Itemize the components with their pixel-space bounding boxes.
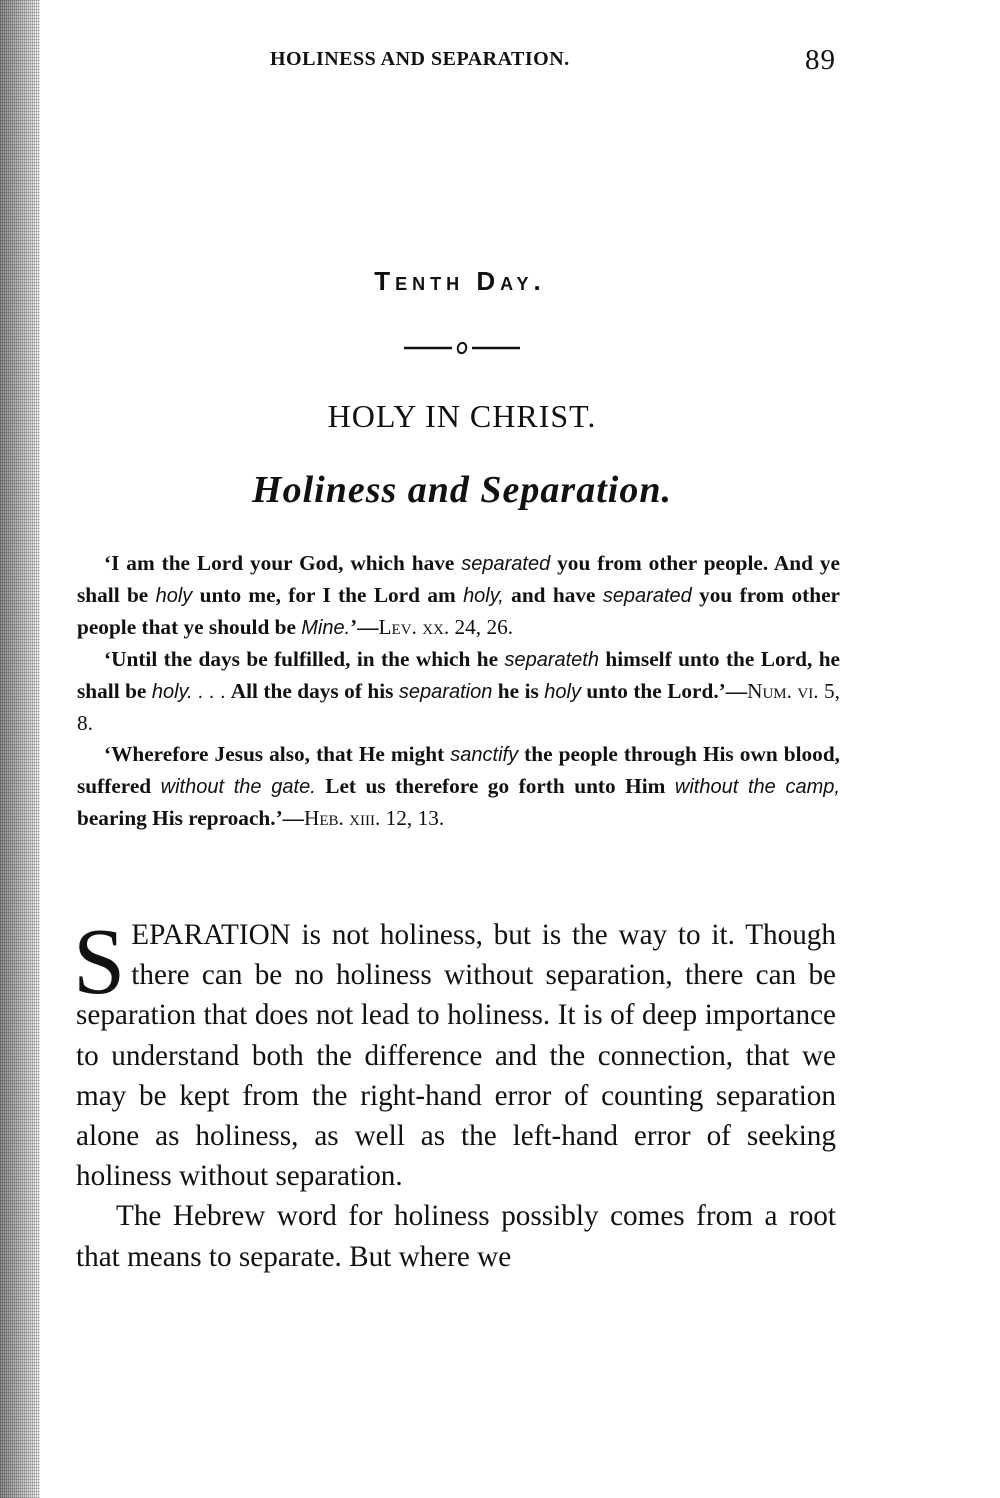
emphasis-text: without the camp, — [674, 776, 840, 798]
emphasis-text: sanctify — [450, 744, 519, 766]
emphasis-text: holy — [544, 681, 581, 703]
page-number: 89 — [805, 44, 836, 76]
emphasis-text: separated — [461, 553, 551, 575]
epigraph-text: unto the Lord.’— — [580, 679, 748, 703]
day-title: Tenth Day. — [374, 266, 546, 296]
emphasis-text: separated — [602, 585, 692, 607]
chapter-subtitle: Holiness and Separation. — [252, 469, 672, 511]
emphasis-text: separateth — [504, 649, 599, 671]
emphasis-text: holy — [155, 585, 193, 607]
scripture-reference: Heb. xiii. 12, 13. — [303, 806, 445, 830]
ornament-divider — [404, 336, 520, 358]
epigraph-text: and have — [503, 583, 603, 607]
epigraph-text: the people through His own blood, suffered — [77, 742, 840, 798]
epigraph-text: ’— — [350, 615, 379, 639]
emphasis-text: without the gate. — [160, 776, 316, 798]
epigraph-text: you from other people. And ye shall be — [77, 551, 841, 607]
epigraph-text: ‘Until the days be fulfilled, in the which he — [104, 647, 505, 671]
emphasis-text: holy. . . . — [151, 681, 227, 703]
chapter-title: HOLY IN CHRIST. — [327, 398, 597, 434]
epigraph-1 — [77, 548, 840, 644]
epigraph-text: you from other people that ye should be — [77, 583, 841, 639]
scripture-reference: Lev. xx. 24, 26. — [378, 615, 514, 639]
epigraph-text: he is — [492, 679, 545, 703]
epigraph-text: himself unto the Lord, he shall be — [77, 647, 840, 703]
paragraph-1 — [73, 910, 836, 1196]
epigraph-text: ‘Wherefore Jesus also, that He might — [104, 742, 451, 766]
epigraph-text: All the days of his — [226, 679, 399, 703]
first-word-rest: EPARATION — [131, 919, 291, 951]
epigraph-text: ‘I am the Lord your God, which have — [104, 551, 462, 575]
epigraph-2 — [77, 644, 840, 739]
paragraph-2: The Hebrew word for holiness possibly comes from a root that means to separate. But where we — [76, 1200, 836, 1273]
scripture-epigraphs — [77, 548, 840, 834]
emphasis-text: separation — [398, 681, 493, 703]
running-head: HOLINESS AND SEPARATION. — [270, 48, 570, 70]
emphasis-text: holy, — [463, 585, 504, 607]
paragraph-1-text: is not holiness, but is the way to it. Though there can be no holiness without separation, there can be separation that does not lead to holiness. It is of deep importance to understand both the difference and the connection, that we may be kept from the right-hand error of counting separation alone as holiness, as well as the left-hand error of seeking holiness without separation. — [76, 919, 836, 1193]
emphasis-text: Mine. — [301, 617, 351, 639]
body-text — [73, 910, 836, 1277]
epigraph-text: Let us therefore go forth unto Him — [315, 774, 675, 798]
page-binding-shadow — [0, 0, 40, 1498]
epigraph-text: bearing His reproach.’— — [77, 806, 304, 830]
epigraph-text: unto me, for I the Lord am — [192, 583, 464, 607]
scripture-reference: Num. vi. 5, 8. — [77, 679, 841, 735]
drop-cap: S — [73, 910, 126, 1014]
epigraph-3 — [77, 739, 840, 834]
